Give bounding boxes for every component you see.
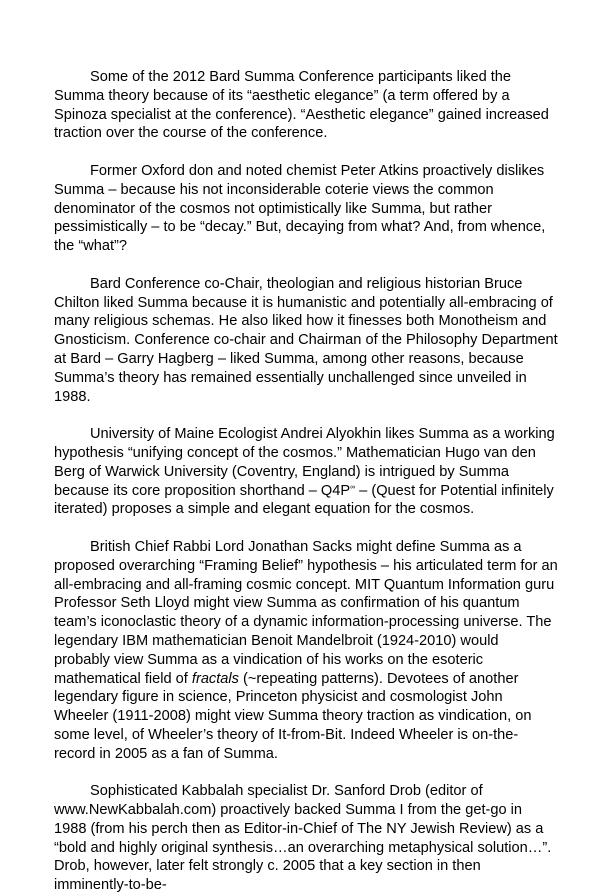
infinity-superscript: ∞ [350, 483, 356, 491]
paragraph-aesthetic-elegance [54, 68, 558, 143]
paragraph-jonathan-sacks [54, 538, 558, 764]
paragraph-text: – (Quest for Potential infinitely iterated) proposes a simple and elegant equation for the cosmos. [54, 482, 554, 518]
paragraph-sanford-drob [54, 782, 558, 895]
paragraph-text: Bard Conference co-Chair, theologian and religious historian Bruce Chilton liked Summa because it is humanistic and potentially all-embracing of many religious schemas. He also liked how it finesses both Monotheism and Gnosticism. Conference co-chair and Chairman of the Philosophy Department at Bard – Garry Hagberg – liked Summa, among other reasons, because Summa’s theory has remained essentially unchallenged since unveiled in 1988. [54, 275, 558, 405]
paragraph-text: Sophisticated Kabbalah specialist Dr. Sanford Drob (editor of www.NewKabbalah.com) proactively backed Summa I from the get-go in 1988 (from his perch then as Editor-in-Chief of The NY Jewish Review) as a “bold and highly original synthesis…an overarching metaphysical solution…”. Drob, however, later felt strongly c. 2005 that a key section in then imminently-to-be- [54, 783, 552, 894]
paragraph-text: University of Maine Ecologist Andrei Alyokhin likes Summa as a working hypothesis “unifying concept of the cosmos.” Mathematician Hugo van den Berg of Warwick University (Coventry, England) is intrigued by Summa because its core proposition shorthand – Q4P [54, 426, 555, 499]
paragraph-text: (~repeating patterns). Devotees of another legendary figure in science, Princeton physicist and cosmologist John Wheeler (1911-2008) might view Summa theory traction as vindication, on some level, of Wheeler’s theory of It-from-Bit. Indeed Wheeler is on-the-record in 2005 as a fan of Summa. [54, 670, 532, 762]
paragraph-bruce-chilton [54, 275, 558, 407]
fractals-emphasis: fractals [191, 670, 239, 687]
paragraph-text: British Chief Rabbi Lord Jonathan Sacks might define Summa as a proposed overarching “Framing Belief” hypothesis – his articulated term for an all-embracing and all-framing cosmic concept. MIT Quantum Information guru Professor Seth Lloyd might view Summa as confirmation of his quantum team’s iconoclastic theory of a dynamic information-processing universe. The legendary IBM mathematician Benoit Mandelbroit (1924-2010) would probably view Summa as a vindication of his works on the esoteric mathematical field of [54, 538, 558, 687]
body-text [54, 68, 558, 895]
paragraph-peter-atkins [54, 162, 558, 256]
paragraph-text: Some of the 2012 Bard Summa Conference participants liked the Summa theory because of its “aesthetic elegance” (a term offered by a Spinoza specialist at the conference). “Aesthetic elegance” gained increased traction over the course of the conference. [54, 69, 549, 142]
paragraph-text: Former Oxford don and noted chemist Peter Atkins proactively dislikes Summa – because his not inconsiderable coterie views the common denominator of the cosmos not optimistically like Summa, but rather pessimistically – to be “decay.” But, decaying from what? And, from whence, the “what”? [54, 162, 546, 255]
paragraph-andrei-alyokhin [54, 425, 558, 519]
